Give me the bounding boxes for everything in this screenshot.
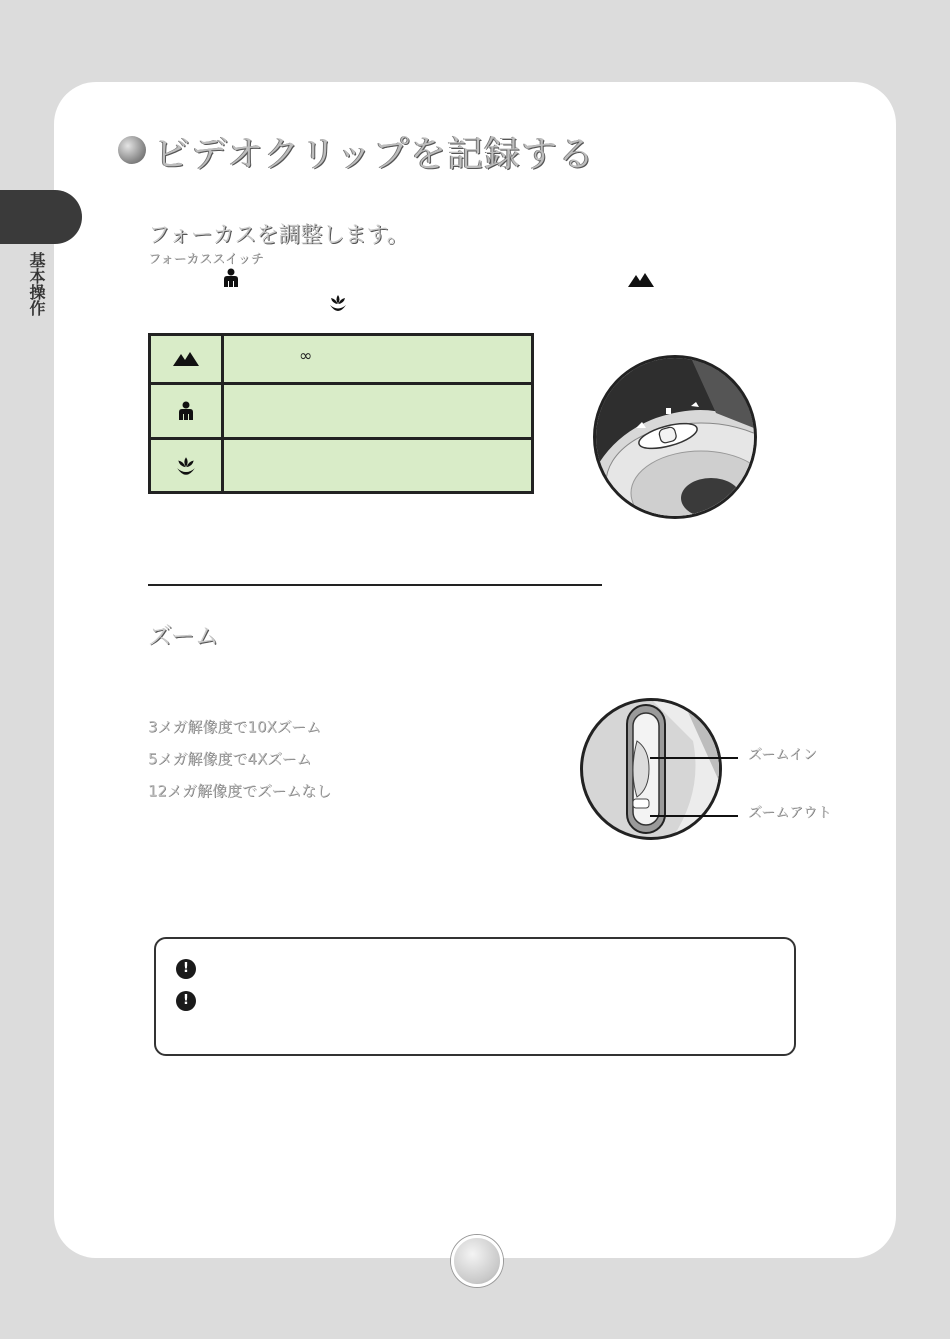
focus-switch-photo (593, 355, 757, 519)
infinity-symbol: ∞ (299, 346, 313, 365)
section-divider (148, 584, 602, 586)
landscape-icon (628, 272, 654, 288)
zoom-callout-lines (650, 756, 740, 820)
page-number-badge (451, 1235, 503, 1287)
warning-icon: ! (176, 991, 196, 1011)
table-row-landscape (151, 336, 531, 385)
landscape-icon (173, 351, 199, 367)
focus-switch-label: フォーカススイッチ (148, 252, 264, 267)
focus-heading: フォーカスを調整します。 (148, 223, 409, 248)
warning-icon: ! (176, 959, 196, 979)
zoom-heading: ズーム (148, 622, 219, 650)
focus-mode-table (148, 333, 534, 494)
portrait-icon (177, 401, 195, 421)
portrait-icon (222, 268, 240, 288)
notes-box (154, 937, 796, 1056)
table-row-portrait (151, 385, 531, 440)
title-bullet-icon (118, 136, 146, 164)
zoom-in-label: ズームイン (748, 747, 818, 763)
zoom-out-label: ズームアウト (748, 805, 832, 821)
zoom-line-3mp: 3メガ解像度で10Xズーム (148, 718, 322, 736)
zoom-line-5mp: 5メガ解像度で4Xズーム (148, 750, 312, 768)
chapter-label: 基本操作 (27, 252, 46, 316)
zoom-line-12mp: 12メガ解像度でズームなし (148, 782, 332, 800)
table-row-macro (151, 440, 531, 491)
page-title: ビデオクリップを記録する (154, 134, 596, 175)
chapter-tab (0, 190, 82, 244)
macro-icon (175, 456, 197, 476)
macro-icon (328, 294, 348, 312)
